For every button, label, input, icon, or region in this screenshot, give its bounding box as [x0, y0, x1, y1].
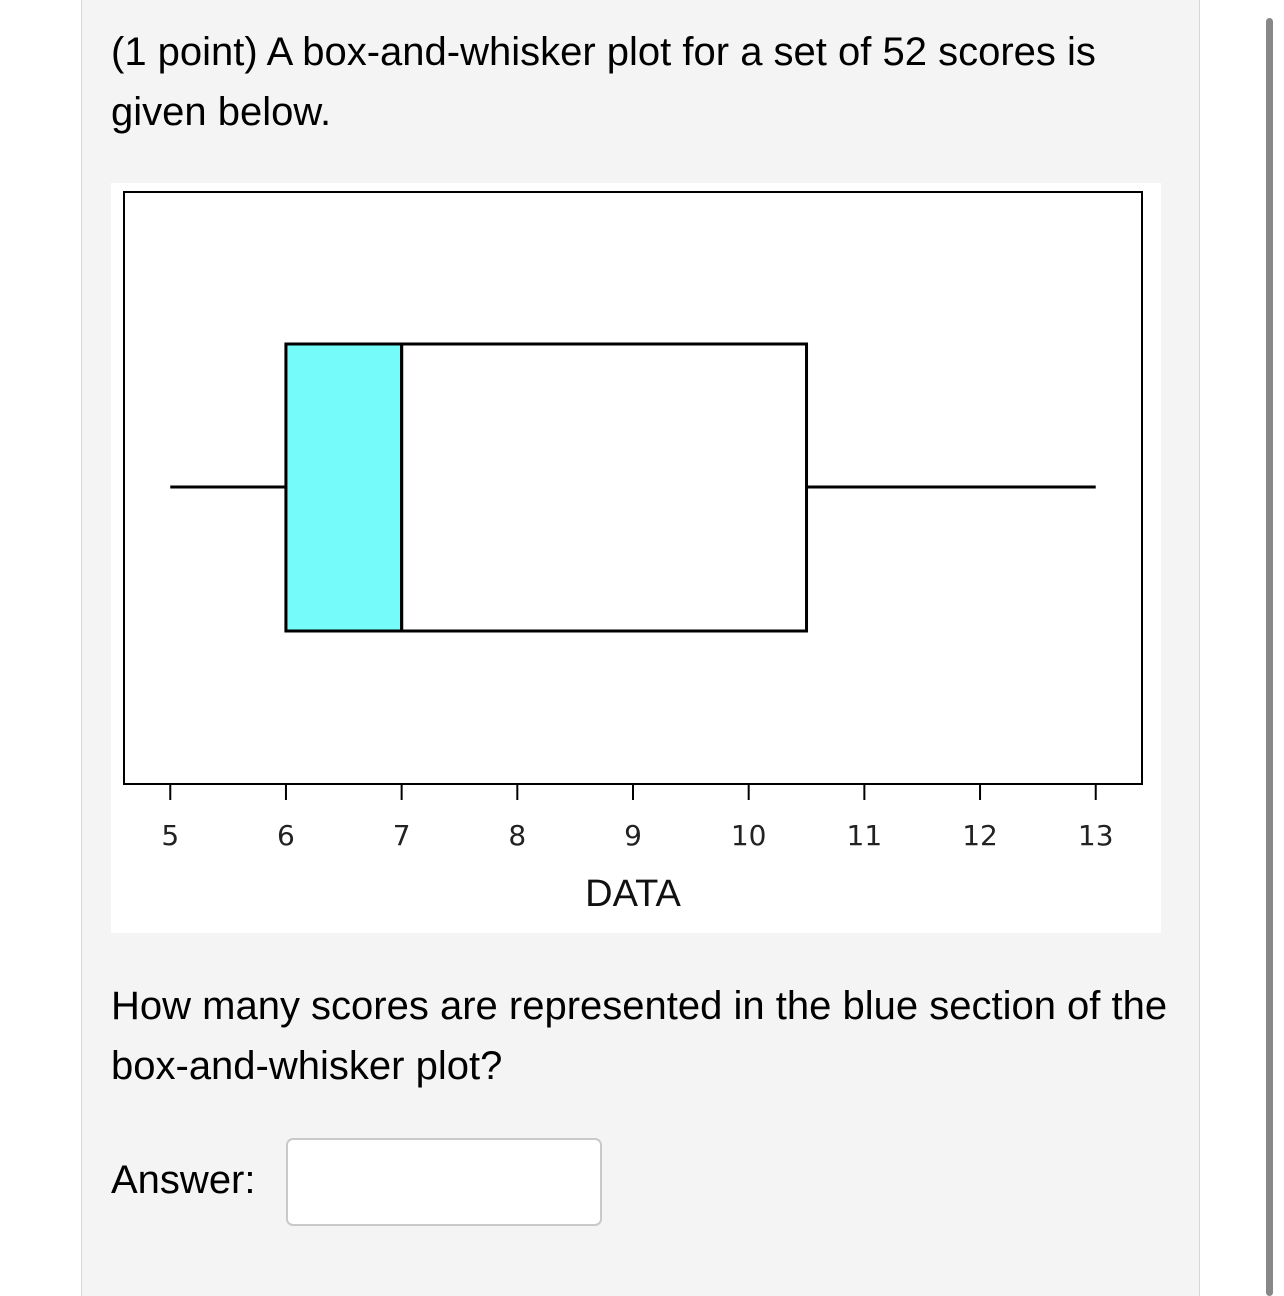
x-tick-label-6: 6 [277, 819, 295, 852]
x-tick-label-5: 5 [161, 819, 180, 852]
x-tick-label-7: 7 [392, 819, 411, 852]
answer-input[interactable] [286, 1138, 602, 1226]
question-prompt: How many scores are represented in the blue section of the box-and-whisker plot? [111, 984, 1168, 1088]
x-tick-label-13: 13 [1077, 819, 1114, 852]
scrollbar[interactable] [1266, 18, 1273, 1296]
x-tick-label-11: 11 [846, 819, 883, 852]
x-axis-label: DATA [585, 873, 681, 915]
answer-label: Answer: [111, 1158, 256, 1202]
box-plot-svg [111, 183, 1161, 933]
question-intro: (1 point) A box-and-whisker plot for a set of 52 scores is given below. [111, 30, 1096, 134]
box-plot-chart [111, 183, 1161, 933]
x-tick-label-10: 10 [730, 819, 767, 852]
x-tick-label-8: 8 [508, 819, 527, 852]
x-tick-label-9: 9 [624, 819, 642, 852]
x-tick-label-12: 12 [962, 819, 998, 852]
box-highlight-section [286, 344, 402, 631]
